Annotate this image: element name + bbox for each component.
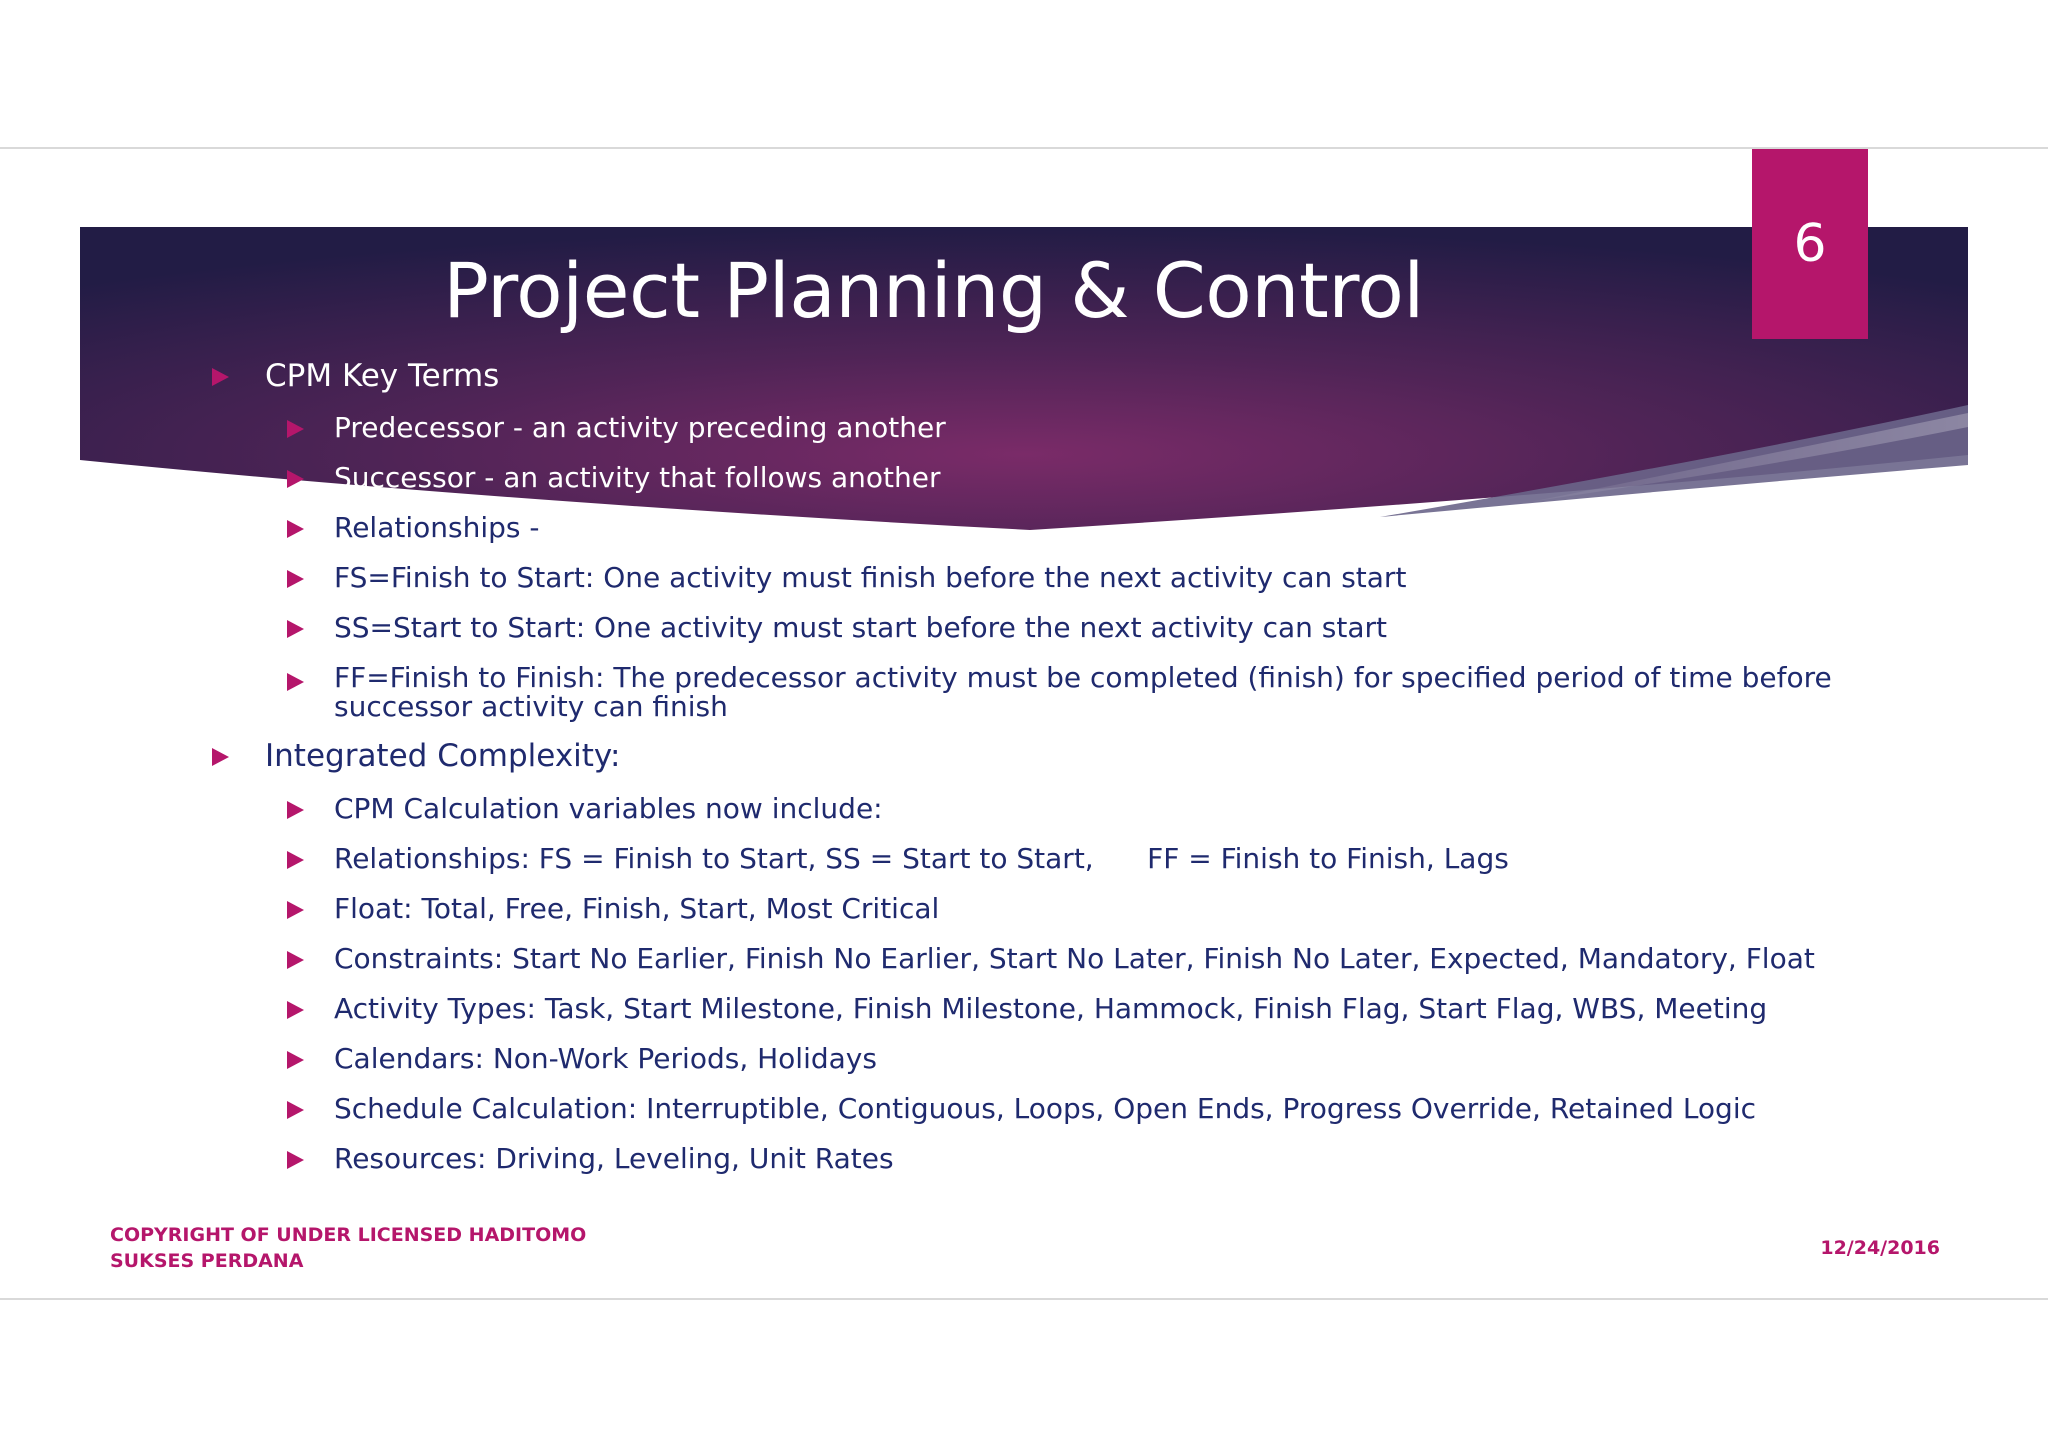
bullet-arrow-icon	[287, 620, 304, 638]
bullet-text: CPM Calculation variables now include:	[334, 792, 883, 825]
bullet-item	[287, 891, 939, 927]
bullet-text: Schedule Calculation: Interruptible, Contiguous, Loops, Open Ends, Progress Override, Retained Logic	[334, 1092, 1756, 1125]
bullet-item	[287, 991, 1767, 1027]
bullet-text: Float: Total, Free, Finish, Start, Most Critical	[334, 892, 940, 925]
bullet-text: Predecessor - an activity preceding another	[334, 411, 946, 444]
bullet-arrow-icon	[287, 901, 304, 919]
bullet-item	[287, 663, 1894, 721]
footer-date: 12/24/2016	[1820, 1237, 1940, 1259]
footer-copyright: COPYRIGHT OF UNDER LICENSED HADITOMO SUKSES PERDANA	[110, 1224, 587, 1272]
bullet-arrow-icon	[287, 1101, 304, 1119]
bullet-arrow-icon	[212, 368, 229, 386]
bullet-text: Activity Types: Task, Start Milestone, Finish Milestone, Hammock, Finish Flag, Start Flag, WBS, Meeting	[334, 992, 1768, 1025]
bullet-arrow-icon	[287, 951, 304, 969]
bullet-arrow-icon	[287, 570, 304, 588]
bullet-arrow-icon	[287, 851, 304, 869]
bullet-item	[287, 1041, 877, 1077]
bullet-text: Relationships: FS = Finish to Start, SS = Start to Start, FF = Finish to Finish, Lags	[334, 842, 1509, 875]
bullet-arrow-icon	[212, 748, 229, 766]
bullet-arrow-icon	[287, 1001, 304, 1019]
bullet-text: Relationships -	[334, 511, 540, 544]
bullet-arrow-icon	[287, 801, 304, 819]
bullet-arrow-icon	[287, 1051, 304, 1069]
bullet-arrow-icon	[287, 1151, 304, 1169]
bullet-text: Constraints: Start No Earlier, Finish No Earlier, Start No Later, Finish No Later, Expected, Mandatory, Float	[334, 942, 1815, 975]
bullet-arrow-icon	[287, 673, 304, 691]
bullet-item	[287, 791, 883, 827]
bullet-arrow-icon	[287, 520, 304, 538]
bullet-item	[287, 560, 1406, 596]
bullet-item	[287, 410, 946, 446]
slide-number: 6	[1793, 214, 1827, 274]
bullet-text: Successor - an activity that follows another	[334, 461, 941, 494]
slide-bottom-border	[0, 1298, 2048, 1300]
bullet-item	[287, 460, 941, 496]
bullet-item	[287, 1091, 1756, 1127]
bullet-arrow-icon	[287, 420, 304, 438]
bullet-item	[287, 610, 1387, 646]
bullet-text: SS=Start to Start: One activity must start before the next activity can start	[334, 611, 1387, 644]
bullet-arrow-icon	[287, 470, 304, 488]
bullet-item	[287, 510, 539, 546]
bullet-text: Calendars: Non-Work Periods, Holidays	[334, 1042, 877, 1075]
bullet-text: Resources: Driving, Leveling, Unit Rates	[334, 1142, 894, 1175]
section-heading-integrated-complexity	[212, 735, 620, 777]
bullet-item	[287, 941, 1815, 977]
bullet-text: Integrated Complexity:	[265, 738, 621, 774]
slide	[0, 149, 2048, 1298]
bullet-text: FS=Finish to Start: One activity must finish before the next activity can start	[334, 561, 1407, 594]
bullet-item	[287, 841, 1509, 877]
bullet-text: CPM Key Terms	[265, 358, 500, 394]
section-heading-cpm-key-terms	[212, 355, 499, 397]
slide-title: Project Planning & Control	[443, 246, 1424, 335]
bullet-text: FF=Finish to Finish: The predecessor activity must be completed (finish) for specified period of time before successor activity can finish	[334, 661, 1832, 723]
bullet-item	[287, 1141, 894, 1177]
